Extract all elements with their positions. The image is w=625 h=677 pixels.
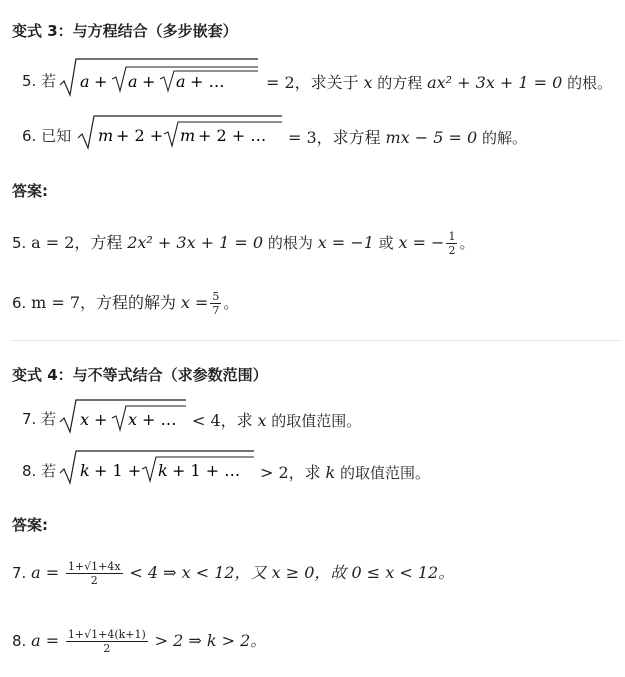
section-3-heading: 变式 3：与方程结合（多步嵌套） bbox=[12, 22, 238, 40]
answer-6: 6. m = 7，方程的解为 x = $\frac{5}{7}$ 。 bbox=[12, 290, 239, 317]
answer-8-number: 8. bbox=[12, 632, 27, 650]
svg-text:+: + bbox=[94, 72, 108, 91]
svg-text:a: a bbox=[128, 72, 138, 91]
svg-text:a: a bbox=[176, 72, 186, 91]
answer-8-lhs: a = bbox=[31, 631, 60, 650]
problem-6-equation: mx − 5 = 0 bbox=[385, 128, 478, 147]
problem-8-tail bbox=[260, 460, 430, 483]
problem-5-nested-radical bbox=[58, 55, 263, 99]
answer-5-fraction: $\frac{1}{2}$ bbox=[448, 230, 456, 257]
answer-5-or: 或 bbox=[378, 234, 394, 252]
answer-8-rest: > 2 ⇒ k > 2。 bbox=[154, 631, 267, 650]
problem-8 bbox=[22, 460, 56, 481]
problem-8-nested-radical bbox=[58, 447, 258, 487]
problem-7-post: 的取值范围。 bbox=[271, 412, 362, 430]
problem-5-number: 5. bbox=[22, 72, 37, 90]
answer-7-lhs: a = bbox=[31, 563, 60, 582]
answer-6-result: x = bbox=[180, 293, 209, 312]
svg-text:k: k bbox=[158, 461, 168, 480]
answer-label-1: 答案: bbox=[12, 182, 49, 200]
svg-text:x: x bbox=[80, 410, 90, 429]
problem-6-nested-radical bbox=[76, 112, 286, 152]
problem-6-eq: = 3，求方程 bbox=[288, 128, 381, 147]
svg-text:+ …: + … bbox=[190, 72, 225, 91]
svg-text:+ 2 +: + 2 + bbox=[116, 126, 164, 145]
problem-6-number: 6. bbox=[22, 127, 37, 145]
svg-text:+ 2 + …: + 2 + … bbox=[198, 126, 267, 145]
answer-7-number: 7. bbox=[12, 564, 27, 582]
problem-7-var: x bbox=[257, 411, 267, 430]
answer-7-rest: < 4 ⇒ x < 12，又 x ≥ 0，故 0 ≤ x < 12。 bbox=[129, 563, 455, 582]
answer-5-mid: 的根为 bbox=[267, 234, 313, 252]
answer-6-fraction: $\frac{5}{7}$ bbox=[212, 290, 220, 317]
problem-7 bbox=[22, 408, 56, 429]
answer-8 bbox=[12, 628, 266, 655]
problem-8-post: 的取值范围。 bbox=[339, 464, 430, 482]
section-4-heading: 变式 4：与不等式结合（求参数范围） bbox=[12, 366, 268, 384]
answer-5-root-2: x = − bbox=[398, 233, 445, 252]
problem-5 bbox=[22, 70, 56, 91]
svg-text:+ 1 + …: + 1 + … bbox=[172, 461, 241, 480]
problem-5-tail bbox=[266, 70, 612, 93]
problem-7-nested-radical bbox=[58, 396, 190, 436]
answer-label-2: 答案: bbox=[12, 516, 49, 534]
problem-6 bbox=[22, 125, 71, 146]
svg-text:+ …: + … bbox=[142, 410, 177, 429]
svg-text:a: a bbox=[80, 72, 90, 91]
problem-5-post: 的根。 bbox=[567, 74, 613, 92]
svg-text:+: + bbox=[94, 410, 108, 429]
problem-7-tail bbox=[192, 408, 361, 431]
problem-5-equation: ax² + 3x + 1 = 0 bbox=[427, 73, 563, 92]
problem-6-pre: 已知 bbox=[41, 127, 72, 145]
answer-5-number: 5. bbox=[12, 234, 27, 252]
answer-5: 5. a = 2，方程 2x² + 3x + 1 = 0 的根为 x = −1 或 x = − $\frac{1}{2}$ 。 bbox=[12, 230, 475, 257]
answer-5-equation: 2x² + 3x + 1 = 0 bbox=[127, 233, 264, 252]
problem-8-number: 8. bbox=[22, 462, 37, 480]
section-divider bbox=[12, 340, 620, 341]
problem-8-ineq: > 2，求 bbox=[260, 463, 321, 482]
answer-7-fraction: $\frac{1+√1+4x}{2}$ bbox=[67, 560, 121, 587]
problem-7-pre: 若 bbox=[41, 410, 57, 428]
svg-text:k: k bbox=[80, 461, 90, 480]
svg-text:x: x bbox=[128, 410, 138, 429]
answer-6-pre: m = 7，方程的解为 bbox=[31, 293, 177, 312]
problem-6-post: 的解。 bbox=[481, 129, 527, 147]
answer-8-fraction: $\frac{1+√1+4(k+1)}{2}$ bbox=[67, 628, 146, 655]
problem-7-number: 7. bbox=[22, 410, 37, 428]
answer-6-number: 6. bbox=[12, 294, 27, 312]
svg-text:m: m bbox=[98, 126, 114, 145]
answer-5-pre: a = 2，方程 bbox=[31, 233, 123, 252]
answer-5-root-1: x = −1 bbox=[317, 233, 374, 252]
problem-8-var: k bbox=[325, 463, 336, 482]
svg-text:m: m bbox=[180, 126, 196, 145]
svg-text:+ 1 +: + 1 + bbox=[94, 461, 142, 480]
problem-7-ineq: < 4，求 bbox=[192, 411, 253, 430]
problem-5-mid: 的方程 bbox=[377, 74, 423, 92]
problem-5-eq: = 2，求关于 bbox=[266, 73, 359, 92]
problem-6-tail bbox=[288, 125, 527, 148]
problem-5-pre: 若 bbox=[41, 72, 57, 90]
problem-8-pre: 若 bbox=[41, 462, 57, 480]
svg-text:+: + bbox=[142, 72, 156, 91]
problem-5-var: x bbox=[363, 73, 373, 92]
answer-7 bbox=[12, 560, 454, 587]
